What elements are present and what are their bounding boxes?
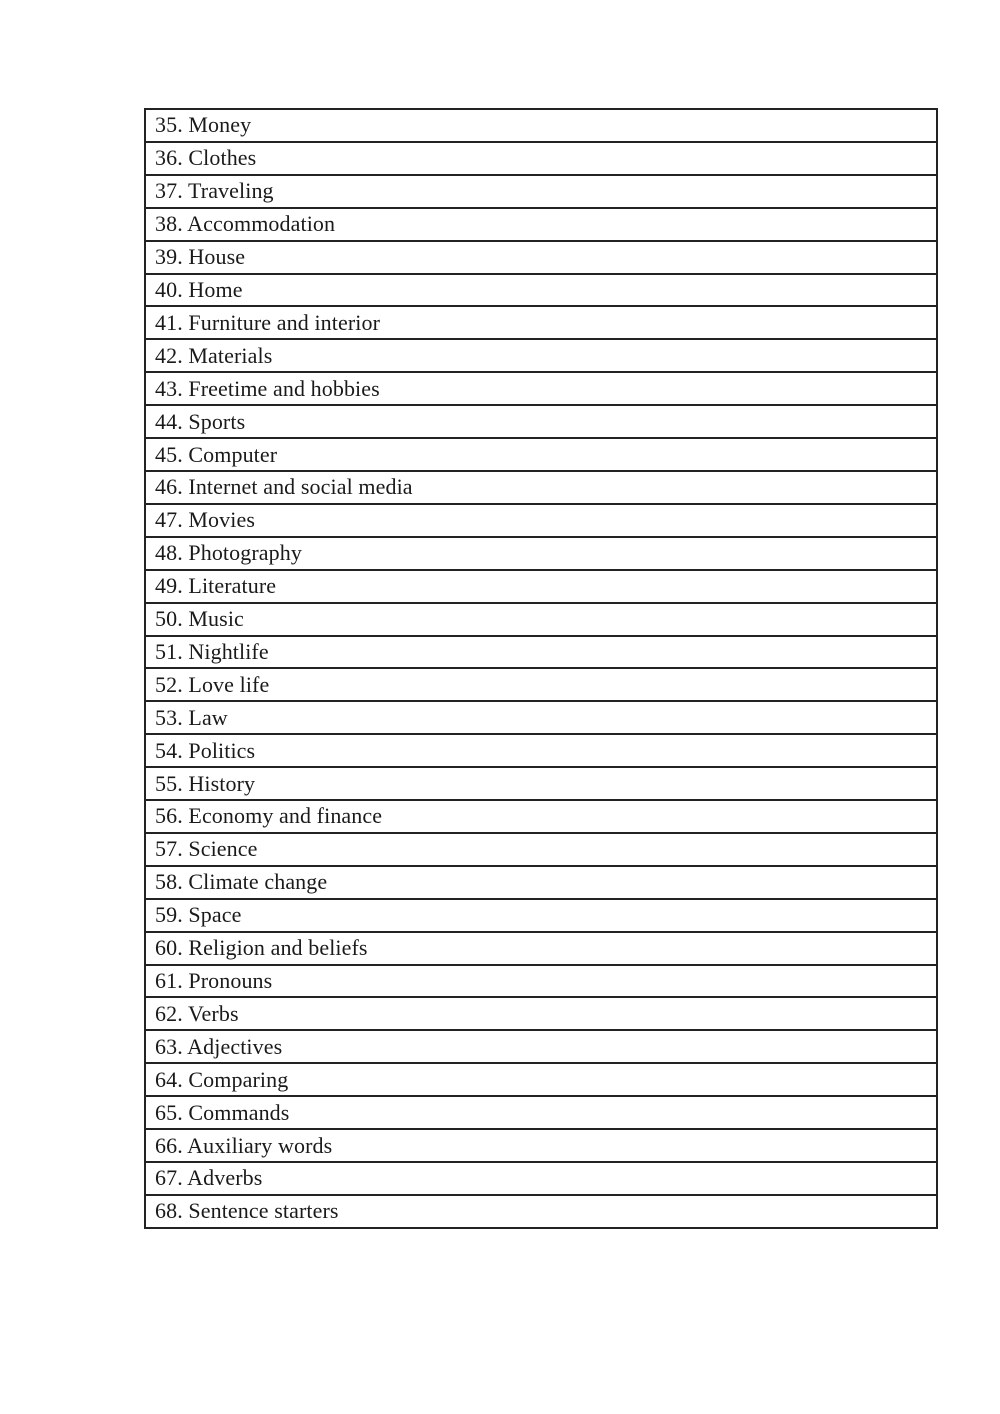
table-row: 54. Politics	[146, 735, 936, 768]
table-row: 46. Internet and social media	[146, 472, 936, 505]
table-row: 40. Home	[146, 275, 936, 308]
table-row: 52. Love life	[146, 669, 936, 702]
table-row: 56. Economy and finance	[146, 801, 936, 834]
table-row: 37. Traveling	[146, 176, 936, 209]
table-row: 42. Materials	[146, 340, 936, 373]
table-row: 63. Adjectives	[146, 1031, 936, 1064]
table-row: 41. Furniture and interior	[146, 307, 936, 340]
table-row: 59. Space	[146, 900, 936, 933]
table-row: 39. House	[146, 242, 936, 275]
contents-table	[144, 108, 938, 1229]
table-row: 35. Money	[146, 110, 936, 143]
table-row: 57. Science	[146, 834, 936, 867]
table-row: 64. Comparing	[146, 1064, 936, 1097]
table-row: 47. Movies	[146, 505, 936, 538]
table-row: 68. Sentence starters	[155, 1198, 339, 1224]
table-row: 65. Commands	[146, 1097, 936, 1130]
table-row: 51. Nightlife	[146, 637, 936, 670]
table-row: 38. Accommodation	[146, 209, 936, 242]
table-row: 66. Auxiliary words	[146, 1130, 936, 1163]
table-row: 61. Pronouns	[146, 966, 936, 999]
table-row: 44. Sports	[146, 406, 936, 439]
table-row: 53. Law	[146, 702, 936, 735]
table-row: 55. History	[146, 768, 936, 801]
table-row: 43. Freetime and hobbies	[146, 373, 936, 406]
table-row: 36. Clothes	[146, 143, 936, 176]
table-row: 60. Religion and beliefs	[146, 933, 936, 966]
table-row: 49. Literature	[146, 571, 936, 604]
table-row: 45. Computer	[146, 439, 936, 472]
table-row: 67. Adverbs	[146, 1163, 936, 1196]
table-row: 48. Photography	[146, 538, 936, 571]
table-row: 62. Verbs	[146, 998, 936, 1031]
table-row: 58. Climate change	[146, 867, 936, 900]
table-row: 50. Music	[146, 604, 936, 637]
